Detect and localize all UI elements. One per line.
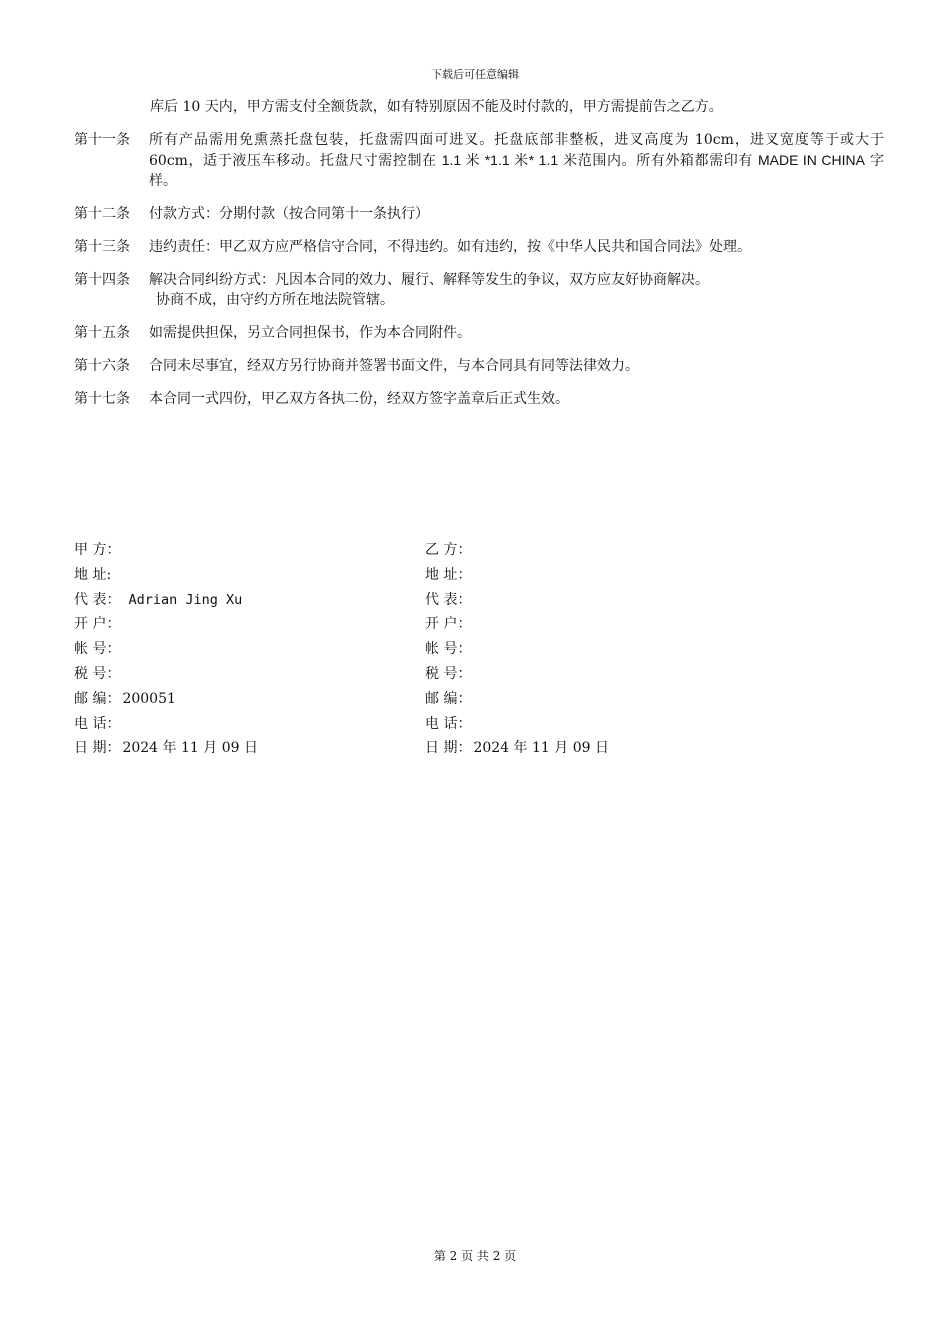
clause-17 bbox=[74, 389, 884, 409]
clause-number: 第十一条 bbox=[74, 132, 130, 148]
party-b-postcode-row: 邮 编： bbox=[425, 690, 472, 707]
clause-text: 如需提供担保，另立合同担保书，作为本合同附件。 bbox=[149, 325, 471, 341]
party-a-info bbox=[74, 538, 414, 761]
party-a-postcode: 200051 bbox=[122, 690, 176, 707]
party-a-account-row: 帐 号： bbox=[74, 641, 121, 658]
party-b-representative-row: 代 表： bbox=[425, 591, 472, 608]
clause-13 bbox=[74, 237, 884, 257]
clause-14 bbox=[74, 270, 884, 310]
clause-text: 本合同一式四份，甲乙双方各执二份，经双方签字盖章后正式生效。 bbox=[149, 391, 569, 407]
party-a-date: 2024 年 11 月 09 日 bbox=[122, 740, 258, 757]
clause-number: 第十三条 bbox=[74, 239, 130, 255]
clause-12 bbox=[74, 204, 884, 224]
clause-text: 解决合同纠纷方式：凡因本合同的效力、履行、解释等发生的争议，双方应友好协商解决。 协商不成，由守约方所在地法院管辖。 bbox=[149, 270, 884, 310]
clause-continuation: 协商不成，由守约方所在地法院管辖。 bbox=[156, 292, 394, 308]
clause-number: 第十七条 bbox=[74, 391, 130, 407]
clause-number: 第十六条 bbox=[74, 358, 130, 374]
party-b-account-row: 帐 号： bbox=[425, 641, 472, 658]
clause-text: 合同未尽事宜，经双方另行协商并签署书面文件，与本合同具有同等法律效力。 bbox=[149, 358, 639, 374]
party-a-bank-row: 开 户： bbox=[74, 616, 121, 633]
party-b-date: 2024 年 11 月 09 日 bbox=[473, 740, 609, 757]
party-a-postcode-row: 邮 编： 200051 bbox=[74, 690, 176, 707]
clause-10-continuation: 库后 10 天内，甲方需支付全额货款，如有特别原因不能及时付款的，甲方需提前告之乙方。 bbox=[150, 99, 723, 115]
clause-11 bbox=[74, 130, 884, 191]
clause-16 bbox=[74, 356, 884, 376]
party-a-address-row: 地 址: bbox=[74, 566, 112, 583]
party-b-address-row: 地 址： bbox=[425, 566, 472, 583]
contract-clauses bbox=[74, 130, 884, 422]
party-a-tax-row: 税 号： bbox=[74, 665, 121, 682]
clause-15 bbox=[74, 323, 884, 343]
clause-text: 付款方式：分期付款（按合同第十一条执行） bbox=[149, 206, 429, 222]
clause-number: 第十五条 bbox=[74, 325, 130, 341]
page-header: 下载后可任意编辑 bbox=[431, 68, 519, 81]
pallet-size: 1.1 米 *1.1 米* 1.1 bbox=[441, 152, 559, 168]
party-a-name-row: 甲 方： bbox=[74, 542, 121, 558]
party-a-date-row: 日 期： 2024 年 11 月 09 日 bbox=[74, 740, 258, 757]
party-b-bank-row: 开 户： bbox=[425, 616, 472, 633]
party-a-phone-row: 电 话： bbox=[74, 715, 121, 732]
party-b-phone-row: 电 话： bbox=[425, 715, 472, 732]
party-a-representative: Adrian Jing Xu bbox=[128, 591, 243, 608]
party-b-date-row: 日 期： 2024 年 11 月 09 日 bbox=[425, 740, 609, 757]
clause-text: 所有产品需用免熏蒸托盘包装，托盘需四面可进叉。托盘底部非整板，进叉高度为 10cm，进叉宽度等于或大于 60cm，适于液压车移动。托盘尺寸需控制在 1.1 米 *1.1 米* 1.1 米范围内。所有外箱都需印有 MADE IN CHINA 字样。 bbox=[149, 132, 884, 189]
party-b-info bbox=[425, 538, 765, 761]
party-b-name-row: 乙 方： bbox=[425, 542, 472, 558]
party-b-tax-row: 税 号： bbox=[425, 665, 472, 682]
clause-number: 第十四条 bbox=[74, 272, 130, 288]
clause-text: 违约责任：甲乙双方应严格信守合同，不得违约。如有违约，按《中华人民共和国合同法》处理。 bbox=[149, 239, 751, 255]
party-a-representative-row: 代 表： Adrian Jing Xu bbox=[74, 591, 243, 608]
made-in-china-mark: MADE IN CHINA bbox=[757, 152, 865, 168]
page-number: 第 2 页 共 2 页 bbox=[433, 1249, 517, 1263]
clause-number: 第十二条 bbox=[74, 206, 130, 222]
